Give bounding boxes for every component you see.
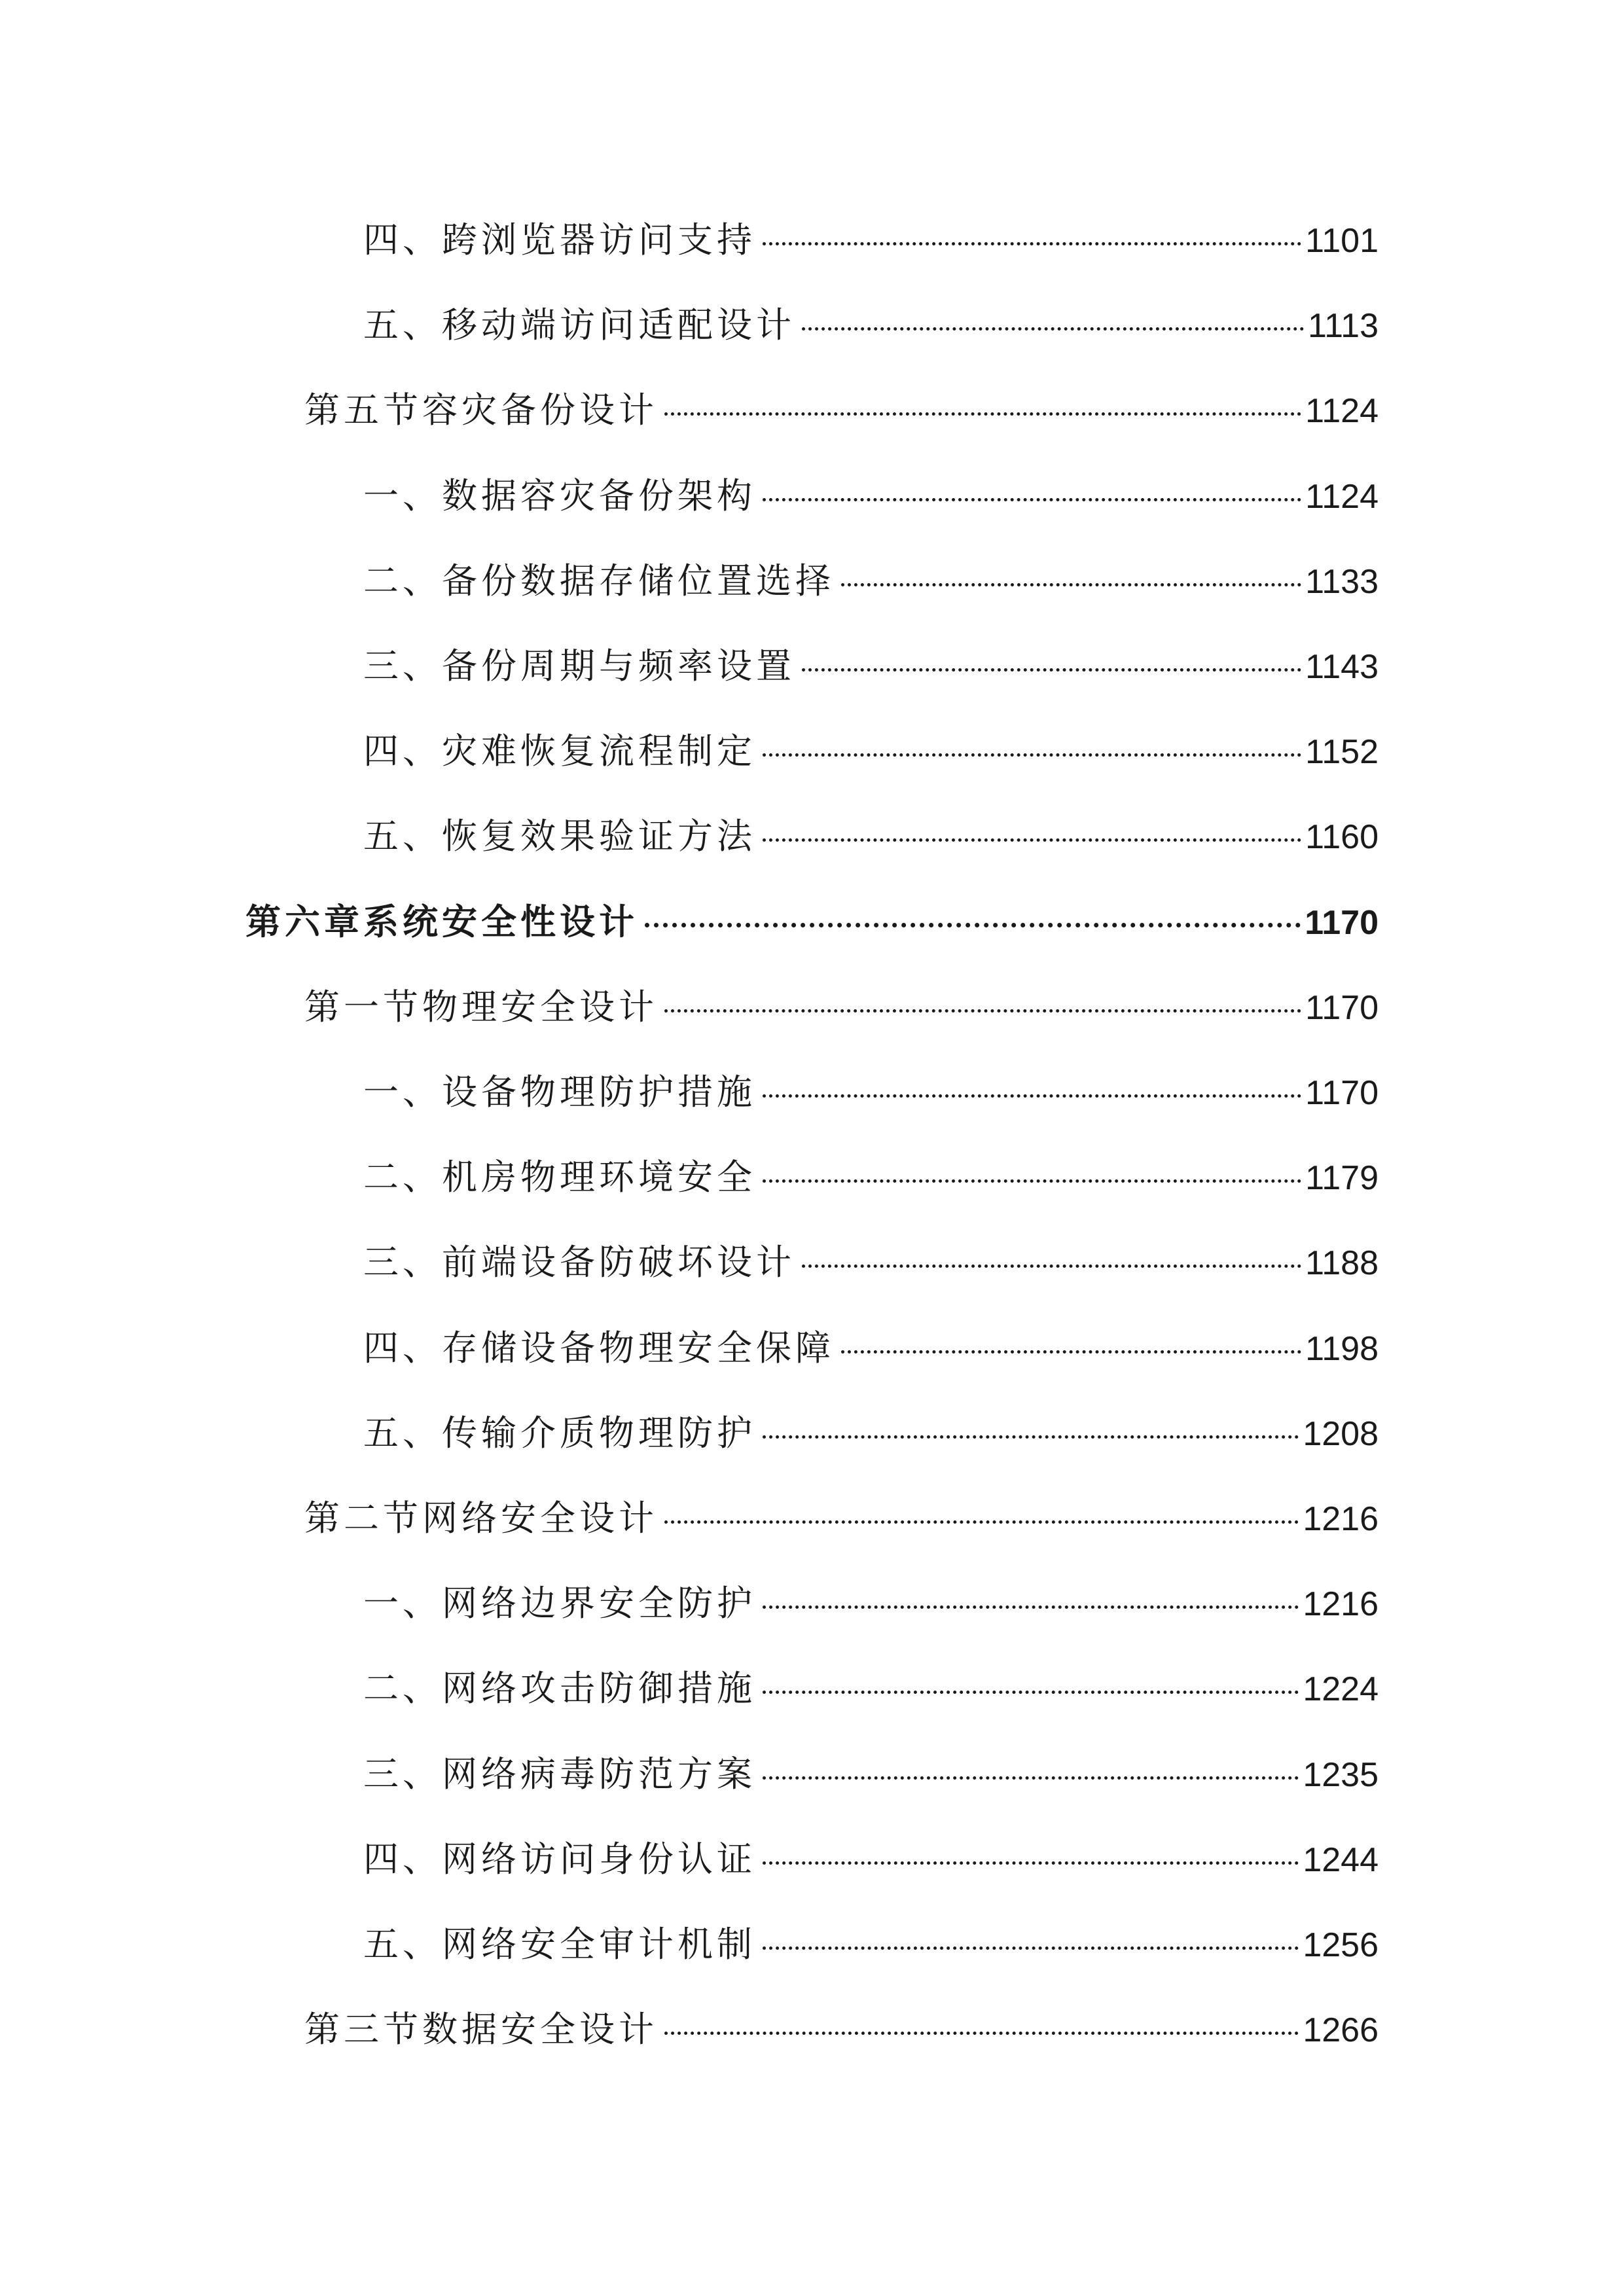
- toc-entry-page-number: 1124: [1305, 478, 1379, 516]
- toc-entry-page-number: 1208: [1303, 1415, 1379, 1453]
- toc-entry[interactable]: [363, 1407, 1379, 1460]
- toc-dot-leader: [664, 412, 1301, 416]
- toc-entry[interactable]: [363, 1577, 1379, 1630]
- toc-dot-leader: [763, 242, 1301, 245]
- toc-entry-title: 四、存储设备物理安全保障: [363, 1327, 835, 1369]
- toc-dot-leader: [763, 1691, 1299, 1694]
- toc-entry-page-number: 1170: [1305, 989, 1379, 1027]
- toc-entry-page-number: 1188: [1305, 1244, 1379, 1282]
- toc-entry-page-number: 1160: [1305, 818, 1379, 856]
- toc-entry-page-number: 1235: [1303, 1756, 1379, 1794]
- toc-entry-title: 第一节物理安全设计: [304, 986, 658, 1028]
- toc-entry-title: 一、数据容灾备份架构: [363, 475, 756, 516]
- toc-entry[interactable]: [363, 555, 1379, 607]
- toc-entry-title: 第三节数据安全设计: [304, 2009, 658, 2050]
- toc-entry[interactable]: [363, 1748, 1379, 1801]
- toc-entry-title: 三、备份周期与频率设置: [363, 645, 795, 687]
- toc-dot-leader: [763, 1776, 1299, 1780]
- toc-entry-page-number: 1256: [1303, 1926, 1379, 1964]
- toc-entry[interactable]: [363, 1833, 1379, 1886]
- toc-entry-title: 一、网络边界安全防护: [363, 1583, 756, 1624]
- toc-entry[interactable]: [363, 810, 1379, 863]
- toc-dot-leader: [664, 2032, 1299, 2035]
- toc-entry-page-number: 1198: [1305, 1330, 1379, 1368]
- toc-entry-title: 二、备份数据存储位置选择: [363, 560, 835, 601]
- toc-dot-leader: [763, 1179, 1301, 1183]
- toc-entry-title: 一、设备物理防护措施: [363, 1071, 756, 1113]
- toc-entry-page-number: 1266: [1303, 2011, 1379, 2049]
- toc-entry-page-number: 1101: [1305, 222, 1379, 260]
- toc-entry[interactable]: [304, 2003, 1379, 2056]
- toc-entry-title: 四、网络访问身份认证: [363, 1839, 756, 1880]
- toc-entry[interactable]: [363, 1662, 1379, 1715]
- toc-entry-page-number: 1113: [1308, 307, 1379, 345]
- toc-entry-page-number: 1179: [1305, 1159, 1379, 1197]
- toc-entry-title: 四、灾难恢复流程制定: [363, 730, 756, 772]
- toc-dot-leader: [763, 1094, 1301, 1098]
- toc-entry-title: 五、网络安全审计机制: [363, 1924, 756, 1965]
- toc-entry[interactable]: [363, 1236, 1379, 1289]
- toc-entry[interactable]: [363, 1066, 1379, 1119]
- toc-entry[interactable]: [363, 214, 1379, 266]
- toc-entry[interactable]: [363, 1918, 1379, 1971]
- toc-entry-title: 三、网络病毒防范方案: [363, 1753, 756, 1795]
- toc-entry[interactable]: [363, 470, 1379, 522]
- toc-entry-page-number: 1133: [1305, 563, 1379, 601]
- toc-dot-leader: [763, 1605, 1299, 1609]
- toc-entry-page-number: 1124: [1305, 392, 1379, 430]
- toc-entry[interactable]: [363, 1151, 1379, 1204]
- toc-entry-page-number: 1152: [1305, 733, 1379, 771]
- toc-dot-leader: [763, 1861, 1299, 1865]
- toc-entry-title: 第二节网络安全设计: [304, 1498, 658, 1539]
- toc-entry-title: 五、移动端访问适配设计: [363, 304, 795, 346]
- toc-entry-title: 五、传输介质物理防护: [363, 1412, 756, 1454]
- toc-dot-leader: [841, 583, 1301, 586]
- toc-entry[interactable]: [363, 299, 1379, 351]
- toc-entry-title: 二、机房物理环境安全: [363, 1157, 756, 1198]
- toc-entry-page-number: 1143: [1305, 648, 1379, 686]
- toc-entry[interactable]: [304, 981, 1379, 1033]
- toc-entry-title: 四、跨浏览器访问支持: [363, 219, 756, 260]
- toc-dot-leader: [763, 498, 1301, 501]
- toc-entry-title: 第六章系统安全性设计: [245, 901, 638, 942]
- toc-entry[interactable]: [363, 640, 1379, 692]
- toc-dot-leader: [841, 1350, 1301, 1354]
- toc-dot-leader: [763, 1435, 1299, 1439]
- toc-entry[interactable]: [304, 1492, 1379, 1545]
- toc-entry-page-number: 1170: [1305, 904, 1379, 942]
- toc-entry-page-number: 1224: [1303, 1670, 1379, 1708]
- toc-entry-title: 三、前端设备防破坏设计: [363, 1242, 795, 1283]
- toc-dot-leader: [664, 1009, 1301, 1013]
- toc-entry[interactable]: [245, 896, 1379, 948]
- toc-entry[interactable]: [304, 384, 1379, 437]
- toc-entry-title: 第五节容灾备份设计: [304, 389, 658, 431]
- toc-entry-page-number: 1170: [1305, 1074, 1379, 1112]
- toc-dot-leader: [802, 1265, 1301, 1268]
- toc-entry-page-number: 1216: [1303, 1500, 1379, 1538]
- toc-entry-page-number: 1244: [1303, 1841, 1379, 1879]
- toc-dot-leader: [645, 923, 1301, 927]
- toc-entry[interactable]: [363, 725, 1379, 778]
- toc-entry-title: 二、网络攻击防御措施: [363, 1668, 756, 1709]
- toc-entry-title: 五、恢复效果验证方法: [363, 816, 756, 857]
- toc-entry[interactable]: [363, 1322, 1379, 1374]
- toc-entry-page-number: 1216: [1303, 1585, 1379, 1623]
- toc-dot-leader: [664, 1520, 1299, 1524]
- toc-dot-leader: [802, 327, 1304, 331]
- toc-dot-leader: [763, 753, 1301, 757]
- toc-dot-leader: [763, 838, 1301, 842]
- toc-dot-leader: [763, 1946, 1299, 1950]
- toc-dot-leader: [802, 668, 1301, 672]
